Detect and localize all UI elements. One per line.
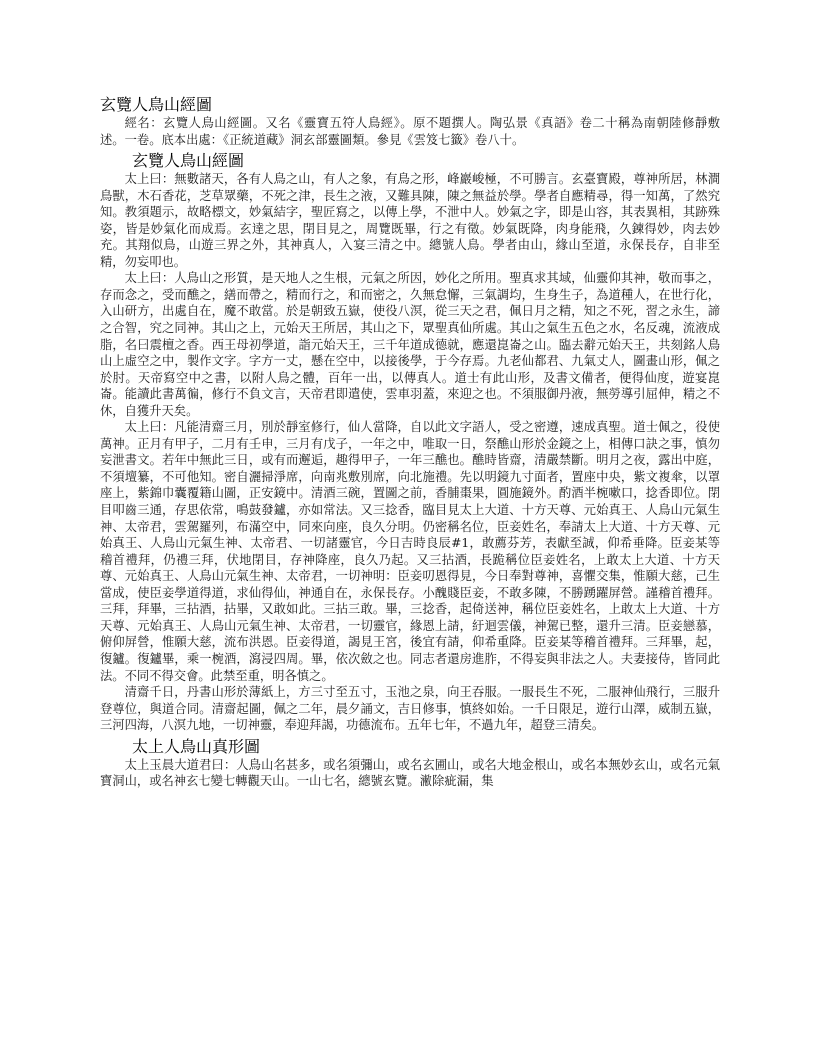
paragraph-5: 太上玉晨大道君曰：人鳥山名甚多，或名須彌山，或名玄圃山，或名大地金根山，或名本無妙玄山，或名元氣寶洞山，或名神玄七變七轉觀天山。一山七名，總號玄覽。潎除疵漏，集 [100, 757, 720, 789]
document-title: 玄覽人鳥山經圖 [100, 95, 213, 114]
paragraph-1: 太上曰：無數諸天，各有人鳥之山，有人之象，有鳥之形，峰巖峻極，不可勝言。玄臺寶殿，尊神所居，林澗鳥獸，木石香花，芝草眾藥，不死之津，長生之液，又難具陳，陳之無益於學。學者自應精尋，得一知萬，了然究知。教須題示，故略標文，妙氣結字，聖匠寫之，以傳上學，不泄中人。妙氣之字，即是山容，其表異相，其跡殊姿，皆是妙氣化而成焉。玄達之思，閉目見之，周覽既畢，行之有徵。妙氣既降，肉身能飛，久鍊得妙，肉去妙充。其翔似鳥，山遊三界之外，其神真人，入宴三清之中。總號人鳥。學者由山，緣山至道，永保長存，自非至精，勿妄叩也。 [100, 172, 720, 269]
section-heading: 玄覽人鳥山經圖 [132, 151, 245, 171]
bibliographic-note: 經名：玄覽人鳥山經圖。又名《靈寶五符人鳥經》。原不題撰人。陶弘景《真語》卷二十稱為南朝陸修靜敷述。一卷。底本出處：《正統道藏》洞玄部靈圖類。參見《雲笈七籤》卷八十。 [100, 116, 720, 147]
section-heading-2: 太上人鳥山真形圖 [132, 736, 261, 756]
document-body [100, 92, 720, 790]
paragraph-4: 清齋千日，丹書山形於薄紙上，方三寸至五寸，玉池之泉，向王吞服。一服長生不死，二服神仙飛行，三服升登尊位，與道合同。清齋起圖，佩之二年，晨夕誦文，吉日修事，慎終如始。一千日限足，遊行山澤，威制五嶽，三河四海，八溟九地，一切神靈，奉迎拜謁，功德流布。五年七年，不過九年，超登三清矣。 [100, 685, 720, 733]
paragraph-2: 太上曰：人鳥山之形質，是天地人之生根，元氣之所因，妙化之所用。聖真求其域，仙靈仰其神，敬而事之，存而念之，受而醮之，繕而帶之，精而行之，和而密之，久無怠懈，三氣調均，生身生子，為道種人，在世行化，入山研方，出處自在，魔不敢當。於是朝致五嶽，使役八溟，從三天之君，佩日月之精，知之不死，習之永生，諦之合智，究之同神。其山之上，元始天王所居，其山之下，眾聖真仙所處。其山之氣生五色之水，名反魂，流液成脂，名曰震檀之香。西王母初學道，詣元始天王，三千年道成德就，應還崑崙之山。臨去辭元始天王，共刻銘人鳥山上虛空之中，製作文字。字方一丈，懸在空中，以接後學，于今存焉。九老仙都君、九氣丈人，圖畫山形，佩之於肘。天帝寫空中之書，以附人鳥之體，百年一出，以傳真人。道士有此山形，及書文備者，便得仙度，遊宴崑崙。能讀此書萬徧，修行不負文言，天帝君即遣使，雲車羽蓋，來迎之也。不須服御丹液，無勞導引屈伸，精之不休，自獲升天矣。 [100, 271, 720, 418]
paragraph-3: 太上曰：凡能清齋三月，別於靜室修行，仙人當降，自以此文字語人，受之密遵，速成真聖。道士佩之，役使萬神。正月有甲子，二月有壬申，三月有戊子，一年之中，唯取一日，祭醮山形於金鏡之上，相傳口訣之事，慎勿妄泄書文。若年中無此三日，或有而邂逅，趣得甲子，一年三醮也。醮時皆齋，清嚴禁斷。明月之夜，露出中庭，不須壇纂，不可他知。密自灑掃淨席，向南兆敷別席，向北施禮。先以明鏡九寸面者，置座中央，紫文複傘，以罩座上，紫錦巾囊覆籍山圖，正安鏡中。清酒三碗，置圖之前，香脯棗果，圓施鏡外。酌酒半椀嗽口，捻香即位。閉目叩齒三通，存思依常，鳴鼓發鑪，亦如常法。又三捻香，臨目見太上大道、十方天尊、元始真王、人鳥山元氣生神、太帝君，雲駕羅列，布滿空中，同來向座，良久分明。仍密稱名位，臣妾姓名，奉請太上大道、十方天尊、元始真王、人鳥山元氣生神、太帝君、一切諸靈官，今日吉時良辰#1，敢薦芬芳，表獻至誠，仰希垂降。臣妾某等稽首禮拜，仍禮三拜，伏地閉目，存神降座，良久乃起。又三拈酒，長跪稱位臣妾姓名，上敢太上大道、十方天尊、元始真王、人鳥山元氣生神、太帝君，一切神明：臣妾叨恩得見，今日奉對尊神，喜懼交集，惟願大慈，己生當成，使臣妾學道得道，求仙得仙，神通自在，永保長存。小醜賤臣妾，不敢多陳，不勝踴躍屏營。謹稽首禮拜。三拜，拜畢，三拈酒，拈畢，又敢如此。三拈三敢。畢，三捻香，起倚送神，稱位臣妾姓名，上敢太上大道、十方天尊、元始真王、人鳥山元氣生神、太帝君，一切靈官，緣恩上請，紆迴雲儀，神駕已整，還升三清。臣妾戀慕，俯仰屏營，惟願大慈，流布洪恩。臣妾得道，謁見王宮，後宜有請，仰希重降。臣妾某等稽首禮拜。三拜畢，起，復鑪。復鑪畢，乘一椀酒，瀉浸四周。畢，依次斂之也。同志者還房進胙，不得妄與非法之人。夫妻接侍，皆同此法。不同不得交會。此禁至重，明各慎之。 [100, 420, 720, 683]
